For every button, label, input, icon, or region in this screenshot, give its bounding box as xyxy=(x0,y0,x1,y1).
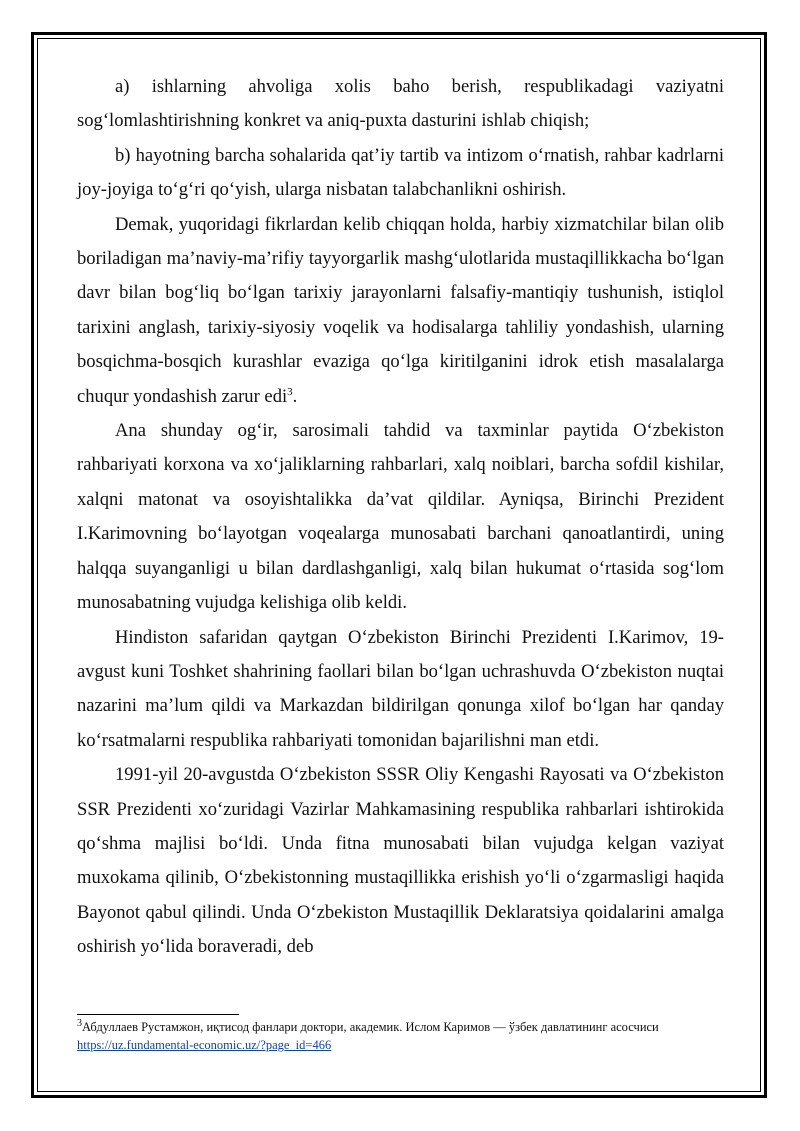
footnote xyxy=(77,1018,737,1054)
paragraph-hindiston: Hindiston safaridan qaytgan O‘zbekiston Birinchi Prezidenti I.Karimov, 19-avgust kuni Toshket shahrining faollari bilan bo‘lgan uchrashuvda O‘zbekiston nuqtai nazarini ma’lum qildi va Markazdan bildirilgan qonunga xilof bo‘lgan har qanday ko‘rsatmalarni respublika rahbariyati tomonidan bajarilishni man etdi. xyxy=(77,626,724,751)
paragraph-ana-shunday: Ana shunday og‘ir, sarosimali tahdid va taxminlar paytida O‘zbekiston rahbariyati korxona va xo‘jaliklarning rahbarlari, xalq noiblari, barcha sofdil kishilar, xalqni matonat va osoyishtalikka da’vat qildilar. Ayniqsa, Birinchi Prezident I.Karimovning bo‘layotgan voqealarga munosabati barchani qanoatlantirdi, uning halqqa suyanganligi u bilan dardlashganligi, xalq bilan hukumat o‘rtasida sog‘lom munosabatning vujudga kelishiga olib keldi. xyxy=(77,420,724,614)
paragraph-1991: 1991-yil 20-avgustda O‘zbekiston SSSR Oliy Kengashi Rayosati va O‘zbekiston SSR Prezidenti xo‘zuridagi Vazirlar Mahkamasining respublika rahbarlari ishtirokida qo‘shma majlisi bo‘ldi. Unda fitna munosabati bilan vujudga kelgan vaziyat muxokama qilinib, O‘zbekistonning mustaqillikka erishish yo‘li o‘zgarmasligi haqida Bayonot qabul qilindi. Unda O‘zbekiston Mustaqillik Deklaratsiya qoidalarini amalga oshirish yo‘lida boraveradi, deb xyxy=(77,764,724,958)
paragraph-demak xyxy=(77,208,724,414)
footnote-number: 3 xyxy=(77,1017,82,1029)
paragraph-demak-end: . xyxy=(292,385,298,407)
footnote-reference[interactable]: 3 xyxy=(287,385,293,398)
footnote-text: Абдуллаев Рустамжон, иқтисод фанлари доктори, академик. Ислом Каримов — ўзбек давлатининг асосчиси xyxy=(82,1020,659,1034)
footnote-link[interactable]: https://uz.fundamental-economic.uz/?page_id=466 xyxy=(77,1038,332,1052)
document-body xyxy=(77,70,724,965)
paragraph-a: a) ishlarning ahvoliga xolis baho berish, respublikadagi vaziyatni sog‘lomlashtirishning konkret va aniq-puxta dasturini ishlab chiqish; xyxy=(77,76,724,132)
paragraph-b: b) hayotning barcha sohalarida qat’iy tartib va intizom o‘rnatish, rahbar kadrlarni joy-joyiga to‘g‘ri qo‘yish, ularga nisbatan talabchanlikni oshirish. xyxy=(77,144,724,201)
paragraph-demak-text: Demak, yuqoridagi fikrlardan kelib chiqqan holda, harbiy xizmatchilar bilan olib boriladigan ma’naviy-ma’rifiy tayyorgarlik mashg‘ulotlarida mustaqillikkacha bo‘lgan davr bilan bog‘liq bo‘lgan tarixiy jarayonlarni falsafiy-mantiqiy tushunish, istiqlol tarixini anglash, tarixiy-siyosiy voqelik va hodisalarga tahliliy yondashish, ularning bosqichma-bosqich kurashlar evaziga qo‘lga kiritilganini idrok etish masalalarga chuqur yondashish zarur edi xyxy=(77,213,724,407)
footnote-separator xyxy=(77,1014,239,1015)
